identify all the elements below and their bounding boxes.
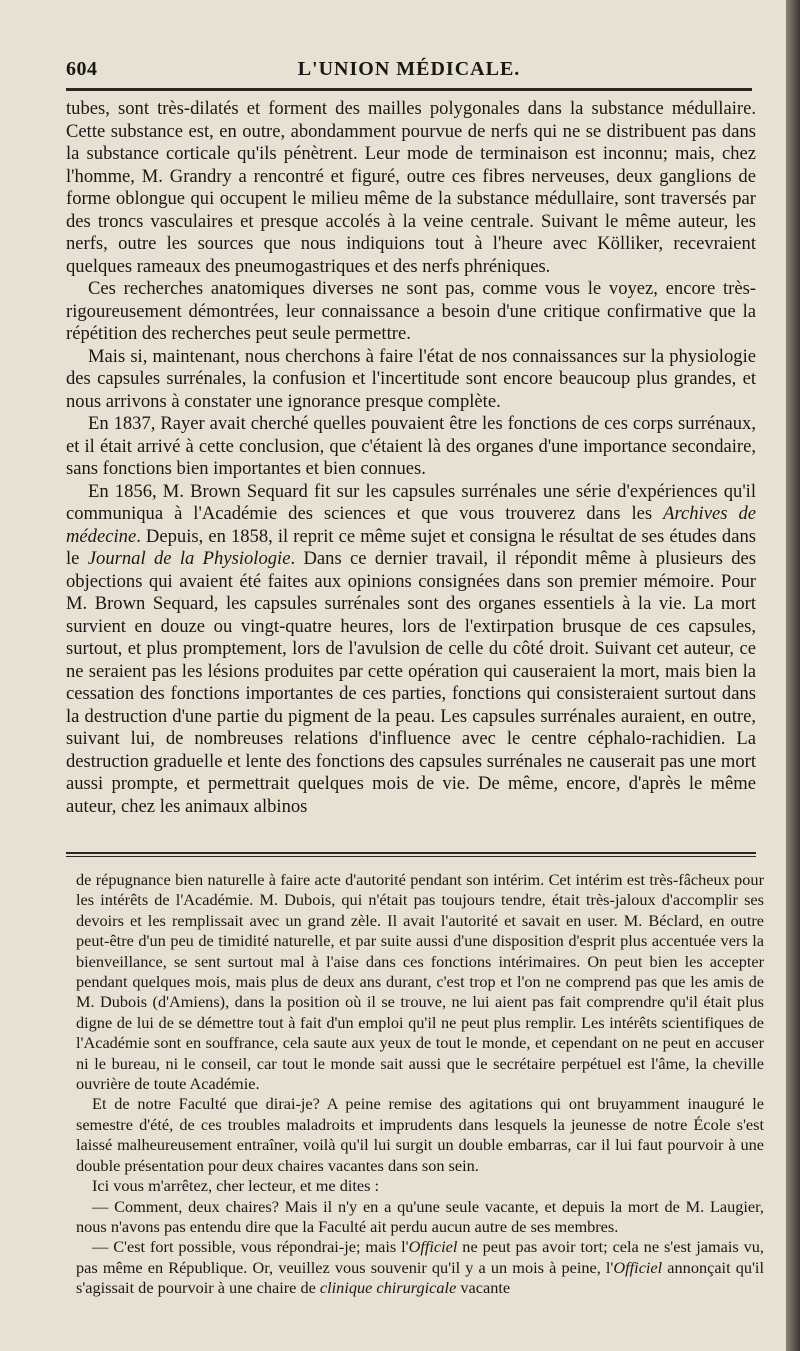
- paragraph-5: [66, 481, 756, 819]
- officiel-title-1: Officiel: [408, 1237, 458, 1257]
- note-paragraph-4: — Comment, deux chaires? Mais il n'y en a qu'une seule vacante, et depuis la mort de M. Laugier, nous n'avons pas entendu dire que la Faculté ait perdu aucun autre de ses membres.: [76, 1196, 764, 1236]
- paragraph-3: Mais si, maintenant, nous cherchons à faire l'état de nos connaissances sur la physiologie des capsules surrénales, la confusion et l'incertitude sont encore beaucoup plus grandes, et nous arrivons à constater une ignorance presque complète.: [66, 345, 756, 412]
- feuilleton-text: [76, 870, 764, 1299]
- feuilleton-rule: [66, 852, 756, 857]
- officiel-title-2: Officiel: [613, 1257, 663, 1277]
- paragraph-5-part-a: En 1856, M. Brown Sequard fit sur les capsules surrénales une série d'expériences qu'il communiqua à l'Académie des sciences et que vous trouverez dans les: [66, 480, 756, 524]
- page-edge: [786, 0, 800, 1351]
- note-paragraph-3: Ici vous m'arrêtez, cher lecteur, et me dites :: [92, 1176, 380, 1196]
- note-5-part-d: vacante: [456, 1278, 511, 1298]
- page-header: [66, 58, 752, 86]
- header-rule: [66, 88, 752, 91]
- page-number: 604: [66, 58, 98, 80]
- paragraph-5-part-c: . Dans ce dernier travail, il répondit même à plusieurs des objections qui avaient été faites aux opinions consignées dans son premier mémoire. Pour M. Brown Sequard, les capsules surrénales sont des organes essentiels à la vie. La mort survient en douze ou vingt-quatre heures, lors de l'extirpation brusque de ces capsules, surtout, et plus promptement, lors de l'avulsion de celle du côté droit. Suivant cet auteur, ce ne seraient pas les lésions produites par cette opération qui causeraient la mort, mais bien la cessation des fonctions importantes de ces parties, fonctions qui consisteraient surtout dans la destruction d'une partie du pigment de la peau. Les capsules surrénales auraient, en outre, suivant lui, de nombreuses relations d'influence avec le centre céphalo-rachidien. La destruction graduelle et lente des fonctions des capsules surrénales ne causerait pas une mort aussi prompte, et permettrait quelques mois de vie. De même, encore, d'après le même auteur, chez les animaux albinos: [66, 548, 757, 817]
- note-5-part-b: ne peut pas avoir tort; cela ne s'est jamais vu, pas même en République. Or, veuillez vous souvenir qu'il y a un mois à peine, l': [76, 1237, 765, 1277]
- paragraph-4: En 1837, Rayer avait cherché quelles pouvaient être les fonctions de ces corps surrénaux, et il était arrivé à cette conclusion, que c'étaient là des organes d'une importance secondaire, sans fonctions bien importantes et bien connues.: [66, 413, 756, 479]
- note-5-part-c: annonçait qu'il s'agissait de pourvoir à une chaire de: [76, 1257, 764, 1298]
- note-paragraph-5: [76, 1237, 764, 1298]
- journal-title: Journal de la Physiologie: [87, 548, 291, 569]
- paragraph-5-part-b: . Depuis, en 1858, il reprit ce même sujet et consigna le résultat de ses études dans le: [66, 525, 756, 569]
- main-text: [66, 98, 756, 818]
- note-paragraph-2: Et de notre Faculté que dirai-je? A peine remise des agitations qui ont bruyamment inauguré le semestre d'été, de ces troubles maladroits et imprudents dans lesquels la jeunesse de notre École s'est laissé malheureusement entraîner, voilà qu'il lui surgit un double embarras, car il lui faut pourvoir à une double présentation pour deux chaires vacantes dans son sein.: [76, 1094, 764, 1175]
- running-title: L'UNION MÉDICALE.: [297, 58, 521, 80]
- paragraph-1: tubes, sont très-dilatés et forment des mailles polygonales dans la substance médullaire. Cette substance est, en outre, abondamment pourvue de nerfs qui ne se distribuent pas dans la substance corticale qu'ils pénètrent. Leur mode de terminaison est inconnu; mais, chez l'homme, M. Grandry a rencontré et figuré, outre ces fibres nerveuses, deux ganglions de forme oblongue qui occupent le milieu même de la substance médullaire, sont traversés par des troncs vasculaires et presque accolés à la veine centrale. Suivant le même auteur, les nerfs, outre les sources que nous indiquions tout à l'heure avec Kölliker, recevraient quelques rameaux des pneumogastriques et des nerfs phréniques.: [66, 98, 756, 277]
- archives-title: Archives de médecine: [66, 503, 756, 547]
- note-paragraph-1: de répugnance bien naturelle à faire acte d'autorité pendant son intérim. Cet intérim est très-fâcheux pour les intérêts de l'Académie. M. Dubois, qui n'était pas toujours tendre, était très-jaloux d'accomplir ses devoirs et les remplissait avec un grand zèle. Il avait l'autorité et savait en user. M. Béclard, en outre peut-être d'un peu de timidité naturelle, et par suite aussi d'une disposition d'esprit plus accentuée vers la bienveillance, se sent surtout mal à l'aise dans ces fonctions intérimaires. On peut bien les accepter pendant quelques mois, mais plus de deux ans durant, c'est trop et l'on ne comprend pas que les amis de M. Dubois (d'Amiens), dans la position où il se trouve, ne lui aient pas fait comprendre qu'il était plus digne de lui de se démettre tout à fait d'un emploi qu'il ne peut plus remplir. Les intérêts scientifiques de l'Académie sont en souffrance, cela saute aux yeux de tout le monde, et cependant on ne peut en accuser ni le bureau, ni le conseil, car tout le monde sait aussi que le secrétaire perpétuel est l'âme, la cheville ouvrière de toute Académie.: [76, 870, 764, 1094]
- note-5-part-a: — C'est fort possible, vous répondrai-je; mais l': [92, 1237, 409, 1257]
- chair-name: clinique chirurgicale: [319, 1278, 457, 1298]
- paragraph-2: Ces recherches anatomiques diverses ne sont pas, comme vous le voyez, encore très-rigoureusement démontrées, leur connaissance a besoin d'une critique confirmative que la répétition des recherches peut seule permettre.: [66, 278, 756, 344]
